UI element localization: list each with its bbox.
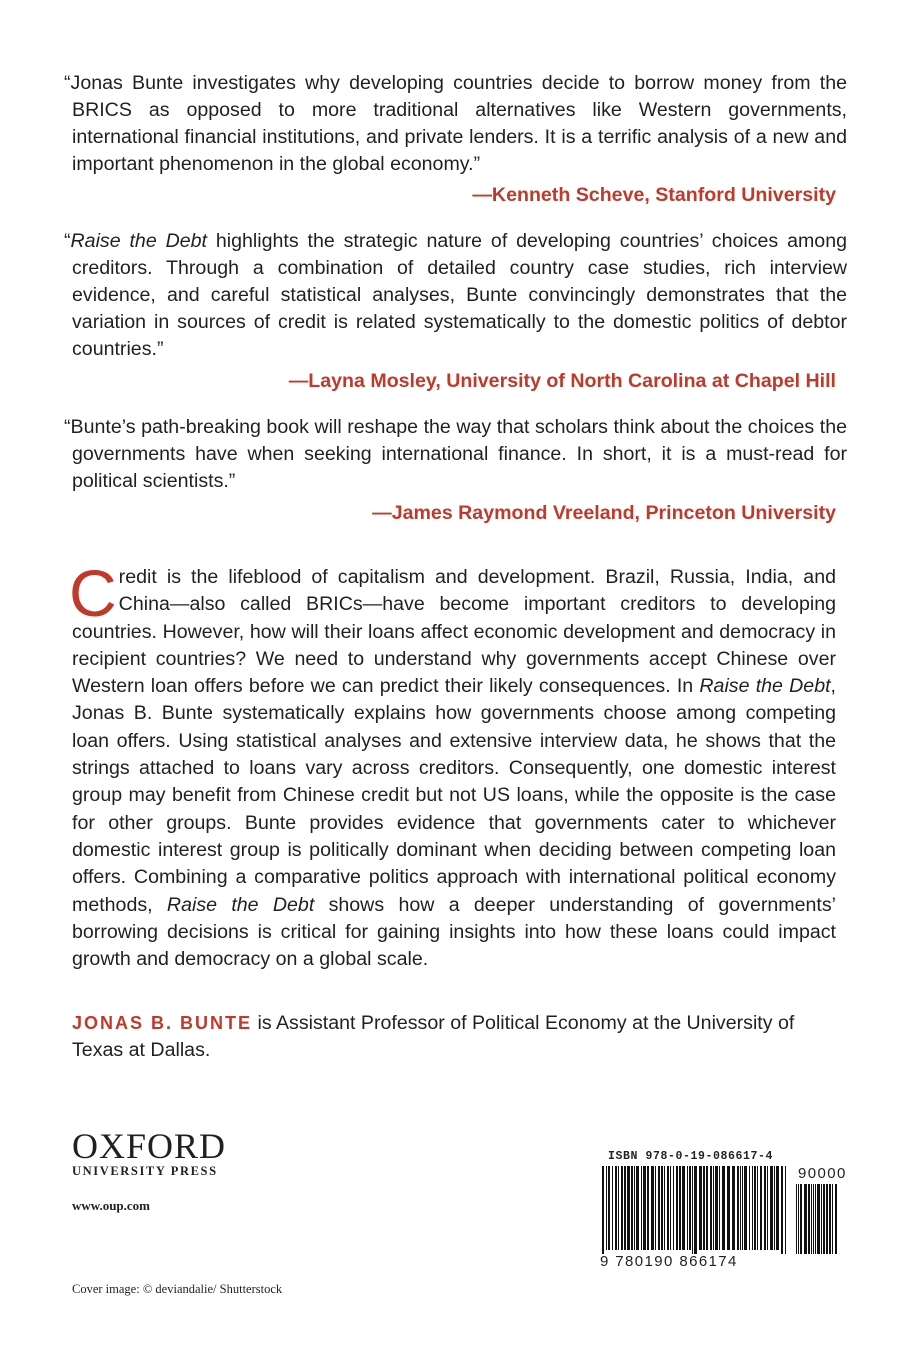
barcode-bar	[655, 1166, 656, 1250]
book-title: Raise the Debt	[699, 675, 831, 698]
barcode-addon-bar	[832, 1184, 833, 1254]
barcode-addon-bar	[835, 1184, 837, 1254]
barcode-bar	[602, 1166, 604, 1254]
barcode-bar	[606, 1166, 607, 1250]
publisher-url[interactable]: www.oup.com	[72, 1198, 151, 1213]
barcode-bar	[703, 1166, 705, 1250]
barcode-bar	[687, 1166, 688, 1250]
barcode-addon-bar	[829, 1184, 831, 1254]
barcode-bar	[636, 1166, 639, 1250]
barcode-addon-bar	[798, 1184, 799, 1254]
publisher-subtitle: UNIVERSITY PRESS	[72, 1164, 218, 1178]
isbn-label: ISBN 978-0-19-086617-4	[608, 1150, 774, 1163]
barcode-addon-bar	[826, 1184, 828, 1254]
cover-image-credit: Cover image: © deviandalie/ Shutterstock	[72, 1282, 283, 1296]
barcode-addon-bar	[800, 1184, 802, 1254]
book-title: Raise the Debt	[70, 230, 207, 252]
barcode-bar	[752, 1166, 753, 1250]
barcode-bar	[764, 1166, 766, 1250]
barcode-bar	[754, 1166, 756, 1250]
barcode-bar	[647, 1166, 649, 1250]
barcode-bar	[615, 1166, 617, 1250]
barcode-bar	[618, 1166, 619, 1250]
barcode-bar	[710, 1166, 712, 1250]
barcode-addon-bar	[804, 1184, 807, 1254]
barcode-bar	[608, 1166, 610, 1250]
barcode-bar	[715, 1166, 718, 1250]
author-name: JONAS B. BUNTE	[72, 1013, 253, 1033]
barcode-bar	[742, 1166, 743, 1250]
endorsement-quote-2	[64, 228, 847, 363]
barcode-bar	[670, 1166, 671, 1250]
barcode-bar	[713, 1166, 714, 1250]
barcode-bar	[737, 1166, 739, 1250]
barcode-bar	[634, 1166, 635, 1250]
barcode-addon-bar	[815, 1184, 816, 1254]
barcode-addon-bar	[796, 1184, 797, 1254]
publisher-logo: OXFORD	[72, 1126, 227, 1166]
quote-text: highlights the strategic nature of developing countries’ choices among creditors. Through a combination of detailed country case studies, rich interview evidence, and careful statistical analyses, Bunte convincingly demonstrates that the variation in sources of credit is related systematically to the domestic politics of debtor countries.”	[72, 230, 847, 360]
barcode-addon-bar	[823, 1184, 825, 1254]
barcode-bar	[727, 1166, 730, 1250]
barcode-bar	[744, 1166, 747, 1250]
barcode-bar	[682, 1166, 685, 1250]
barcode-bar	[676, 1166, 678, 1250]
barcode-bar	[722, 1166, 725, 1250]
barcode-bar	[757, 1166, 758, 1250]
barcode-bar	[658, 1166, 660, 1250]
barcode-bar	[692, 1166, 693, 1254]
barcode-bar	[770, 1166, 773, 1250]
book-description	[69, 556, 837, 973]
book-title: Raise the Debt	[166, 893, 315, 916]
barcode-bar	[760, 1166, 762, 1250]
barcode-bar	[667, 1166, 669, 1250]
endorsement-quote-3: “Bunte’s path-breaking book will reshape the way that scholars think about the choices the governments have when seeking international finance. In short, it is a must-read for political scientists.”	[64, 416, 847, 492]
barcode-price-code: 90000	[798, 1165, 847, 1182]
barcode-bar	[641, 1166, 642, 1250]
barcode-bar	[679, 1166, 681, 1250]
author-bio-text: is Assistant Professor of Political Economy at the University of Texas at Dallas.	[72, 1012, 795, 1062]
barcode-bar	[719, 1166, 720, 1250]
endorsement-attribution-2: —Layna Mosley, University of North Carolina at Chapel Hill	[288, 370, 836, 392]
barcode-bar	[643, 1166, 646, 1250]
description-text-2: , Jonas B. Bunte systematically explains how governments choose among competing loan offers. Using statistical analyses and extensive interview data, he shows that the strings attached to loans vary across creditors. Consequently, one domestic interest group may benefit from Chinese credit but not US loans, while the opposite is the case for other groups. Bunte provides evidence that governments cater to whichever domestic interest group is politically dominant when deciding between competing loan offers. Combining a comparative politics approach with international political economy methods,	[72, 675, 836, 916]
barcode-addon-bar	[817, 1184, 820, 1254]
barcode-bar	[694, 1166, 697, 1254]
barcode-bar	[651, 1166, 654, 1250]
barcode-bar	[699, 1166, 702, 1250]
barcode-bar	[732, 1166, 735, 1250]
drop-cap: C	[69, 556, 117, 630]
endorsement-quote-1: “Jonas Bunte investigates why developing countries decide to borrow money from the BRICS as opposed to more traditional alternatives like Western governments, international financial institutions, and private lenders. It is a terrific analysis of a new and important phenomenon in the global economy.”	[64, 72, 847, 175]
barcode-bar	[749, 1166, 750, 1250]
barcode-bar	[689, 1166, 691, 1250]
barcode-bar	[774, 1166, 775, 1250]
barcode-bar	[621, 1166, 623, 1250]
barcode-digits: 9 780190 866174	[600, 1253, 738, 1270]
barcode-bar	[661, 1166, 663, 1250]
barcode-bar	[776, 1166, 779, 1250]
barcode-addon-bar	[821, 1184, 822, 1254]
barcode	[598, 1165, 847, 1274]
barcode-bar	[664, 1166, 665, 1250]
author-bio	[72, 1010, 836, 1065]
barcode-bar	[785, 1166, 786, 1254]
barcode-addon-bar	[813, 1184, 814, 1254]
barcode-bar	[706, 1166, 708, 1250]
quote-open-mark: “	[64, 230, 71, 252]
barcode-bar	[627, 1166, 630, 1250]
barcode-bar	[631, 1166, 633, 1250]
barcode-bar	[740, 1166, 741, 1250]
endorsement-attribution-3: —James Raymond Vreeland, Princeton University	[372, 502, 836, 524]
barcode-bar	[767, 1166, 768, 1250]
description-text-3: shows how a deeper understanding of governments’ borrowing decisions is critical for gaining insights into how these loans could impact growth and democracy on a global scale.	[72, 893, 837, 971]
barcode-bar	[612, 1166, 613, 1250]
description-text-1: redit is the lifeblood of capitalism and development. Brazil, Russia, India, and China—also called BRICs—have become important creditors to developing countries. However, how will their loans affect economic development and democracy in recipient countries? We need to understand why governments accept Chinese over Western loan offers before we can predict their likely consequences. In	[72, 566, 836, 698]
endorsement-attribution-1: —Kenneth Scheve, Stanford University	[472, 184, 836, 206]
barcode-addon-bar	[811, 1184, 812, 1254]
barcode-bar	[673, 1166, 674, 1250]
barcode-bar	[781, 1166, 783, 1254]
barcode-addon-bar	[808, 1184, 810, 1254]
barcode-bar	[624, 1166, 626, 1250]
